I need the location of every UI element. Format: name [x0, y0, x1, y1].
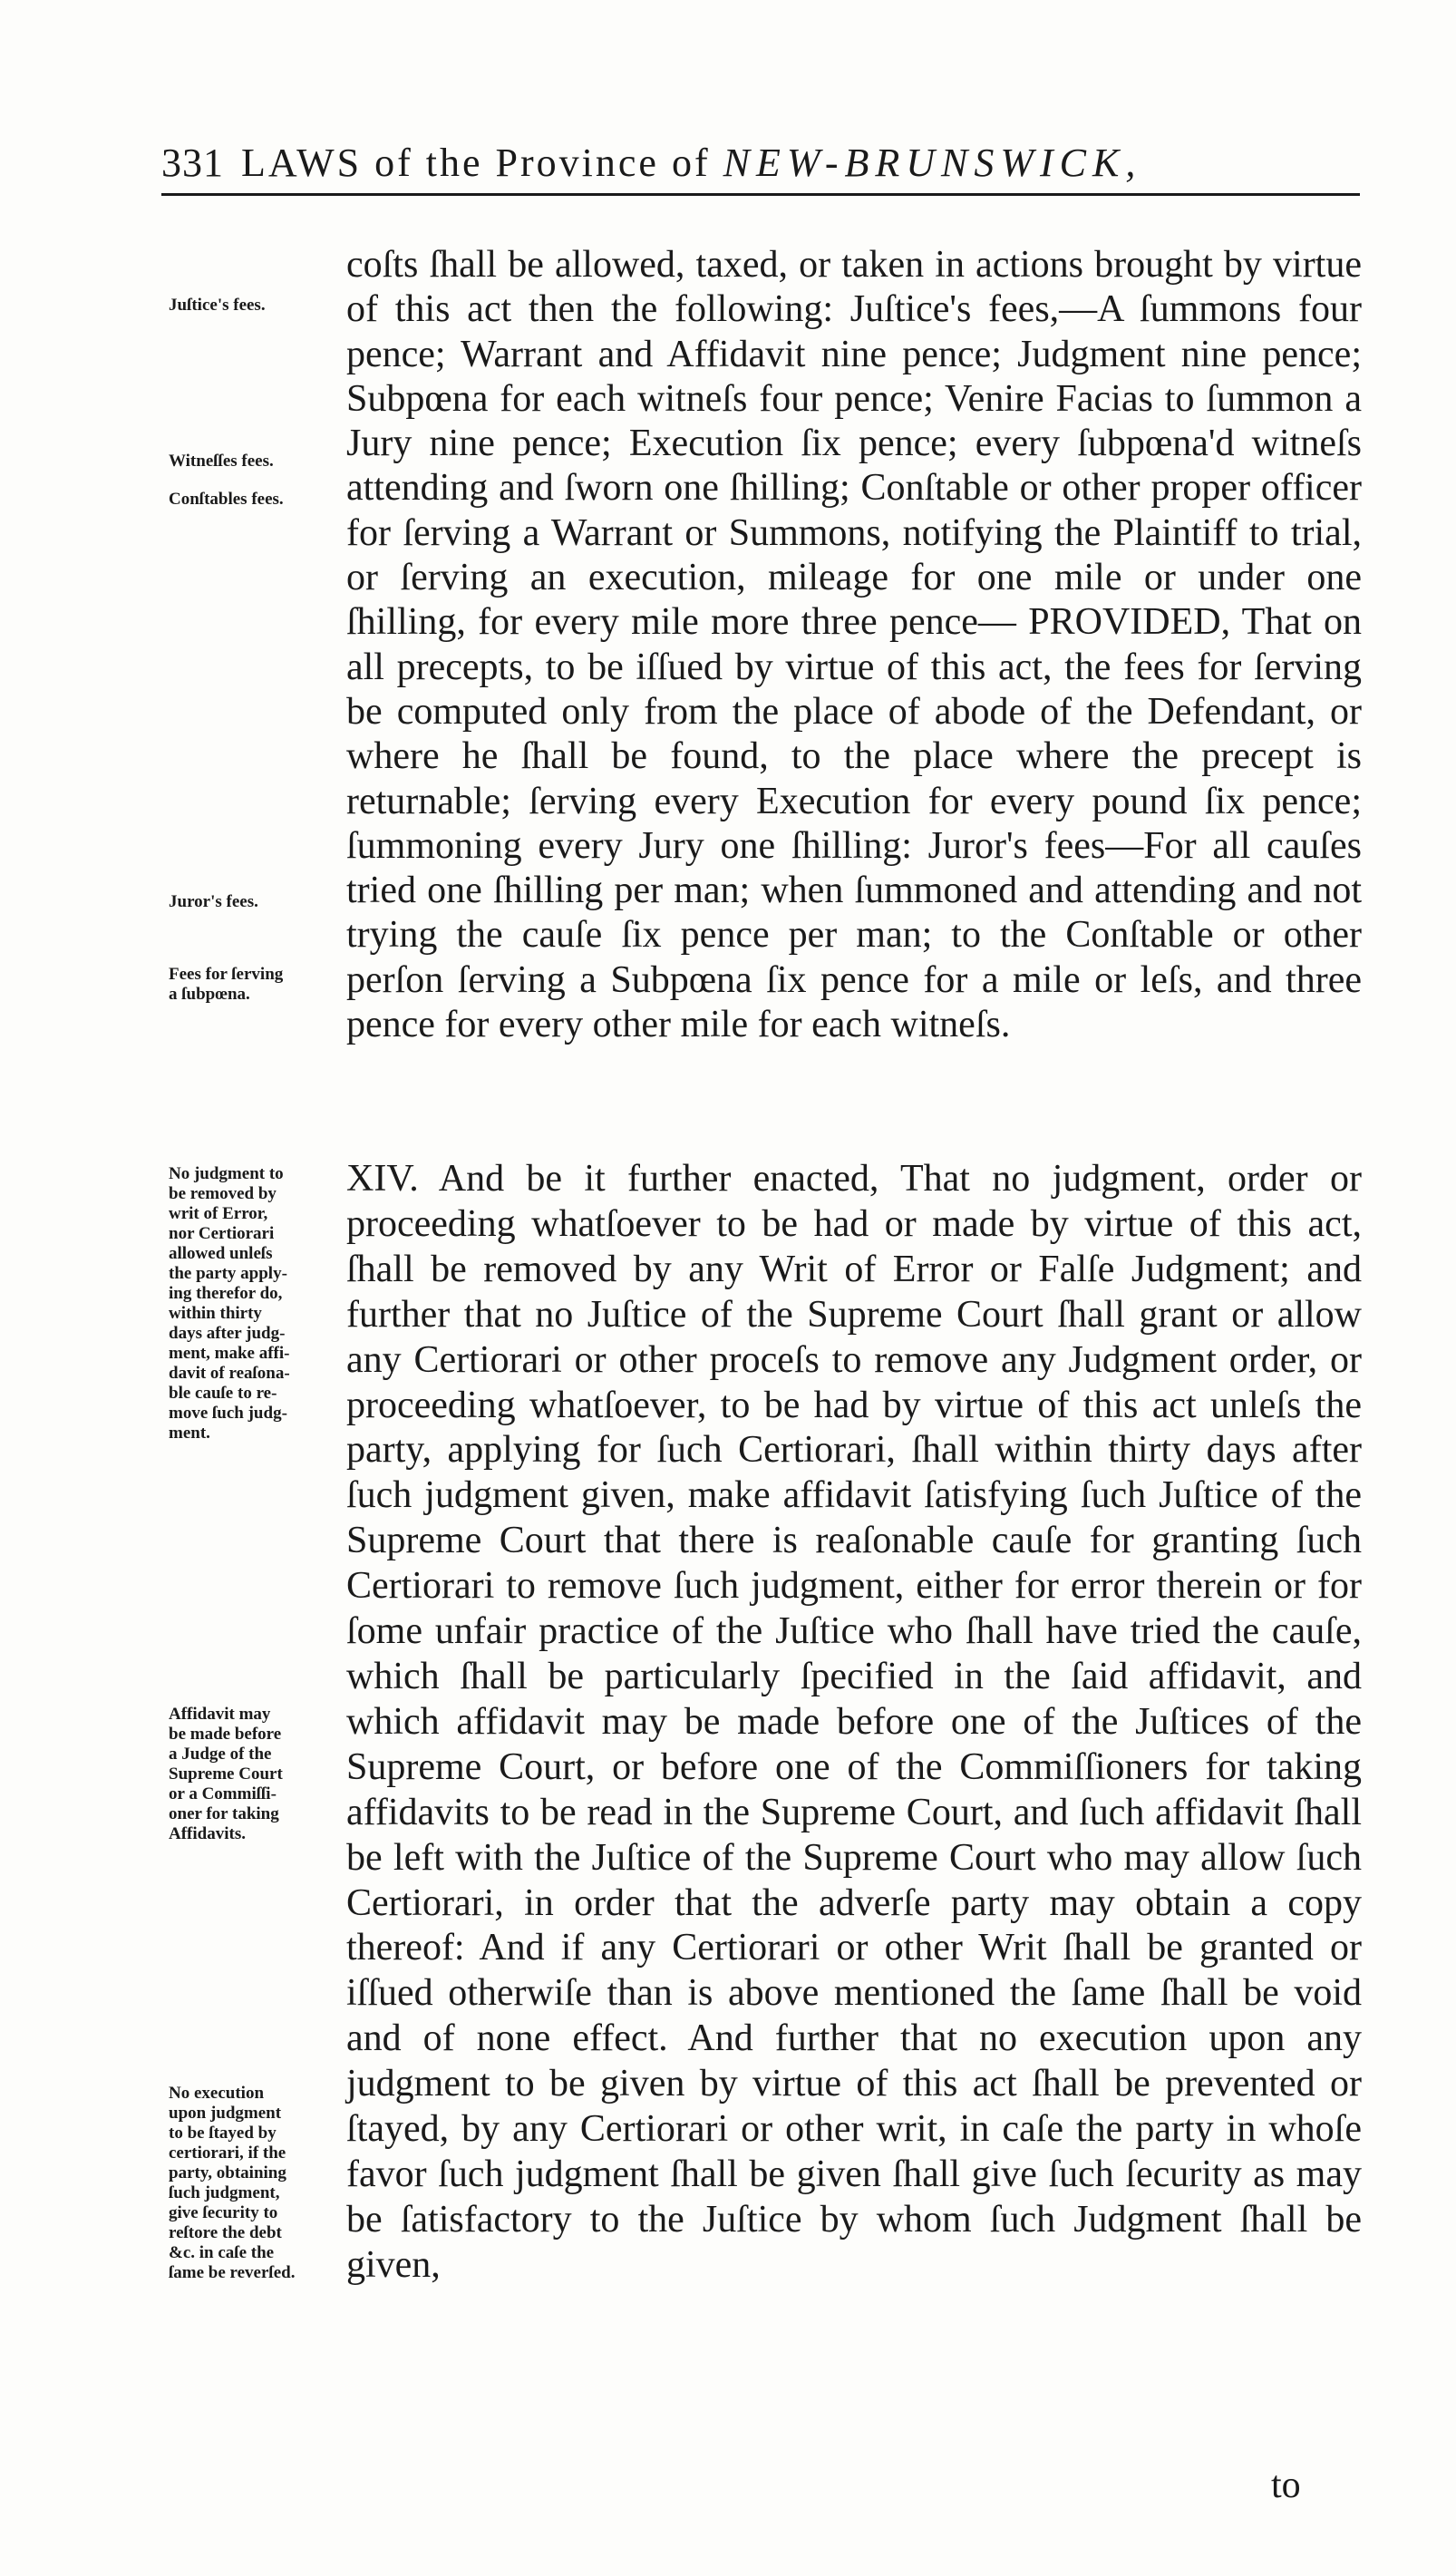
margin-note-jurors-fees: Juror's fees.: [169, 892, 258, 911]
margin-note-witnesses-fees: Witneſſes fees.: [169, 452, 274, 471]
running-header: [161, 136, 1360, 190]
catchword: to: [1271, 2464, 1301, 2506]
page-number: 331: [161, 141, 224, 185]
body-paragraph-section-xiv: XIV. And be it further enacted, That no judgment, order or proceeding whatſoever to be had or made by virtue of this act, ſhall be removed by any Writ of Error or Falſe Judgment; and further that no Juſtice of the Supreme Court ſhall grant or allow any Certiorari or other proceſs to remove any Judgment order, or proceeding whatſoever, to be had by virtue of this act unleſs the party, applying for ſuch Certiorari, ſhall within thirty days after ſuch judgment given, make affidavit ſatisfying ſuch Juſtice of the Supreme Court that there is reaſonable cauſe for granting ſuch Certiorari to remove ſuch judgment, either for error therein or for ſome unfair practice of the Juſtice who ſhall have tried the cauſe, which ſhall be particularly ſpecified in the ſaid affidavit, and which affidavit may be made before one of the Juſtices of the Supreme Court, or before one of the Commiſſioners for taking affidavits to be read in the Supreme Court, and ſuch affidavit ſhall be left with the Juſtice of the Supreme Court who may allow ſuch Certiorari, in order that the adverſe party may obtain a copy thereof: And if any Certiorari or other Writ ſhall be granted or iſſued otherwiſe than is above mentioned the ſame ſhall be void and of none effect. And further that no execution upon any judgment to be given by virtue of this act ſhall be prevented or ſtayed, by any Certiorari or other writ, in caſe the party in whoſe favor ſuch judgment ſhall be given ſhall give ſuch ſecurity as may be ſatisfactory to the Juſtice by whom ſuch Judgment ſhall be given,: [346, 1158, 1372, 2286]
body-paragraph-fees: coſts ſhall be allowed, taxed, or taken in actions brought by virtue of this act then the following: Juſtice's fees,—A ſummons four pence; Warrant and Affidavit nine pence; Judgment nine pence; Subpœna for each witneſs four pence; Venire Facias to ſummon a Jury nine pence; Execution ſix pence; every ſubpœna'd witneſs attending and ſworn one ſhilling; Conſtable or other proper officer for ſerving a Warrant or Summons, notifying the Plaintiff to trial, or ſerving an execution, mileage for one mile or under one ſhilling, for every mile more three pence— PROVIDED, That on all precepts, to be iſſued by virtue of this act, the fees for ſerving be computed only from the place of abode of the Defendant, or where he ſhall be found, to the place where the precept is returnable; ſerving every Execution for every pound ſix pence; ſummoning every Jury one ſhilling: Juror's fees—For all cauſes tried one ſhilling per man; when ſummoned and attending and not trying the cauſe ſix pence per man; to the Conſtable or other perſon ſerving a Subpœna ſix pence for a mile or leſs, and three pence for every other mile for each witneſs.: [346, 244, 1372, 1046]
header-title: LAWS of the Province of: [241, 141, 711, 185]
margin-note-no-judgment-removed: No judgment to be removed by writ of Error, nor Certiorari allowed unleſs the party apply- ing therefor do, within thirty days after judg- ment, make affi- davit of reaſona- ble cauſe to re- move ſuch judg- ment.: [169, 1164, 290, 1443]
margin-note-constables-fees: Conſtables fees.: [169, 490, 284, 509]
margin-note-subpoena-fees: Fees for ſerving a ſubpœna.: [169, 965, 284, 1004]
margin-note-justices-fees: Juſtice's fees.: [169, 296, 266, 315]
margin-note-affidavit: Affidavit may be made before a Judge of the Supreme Court or a Commiſſi- oner for taking Affidavits.: [169, 1705, 283, 1843]
margin-note-no-execution-stayed: No execution upon judgment to be ſtayed by certiorari, if the party, obtaining ſuch judgment, give ſecurity to reſtore the debt &c. in caſe the ſame be reverſed.: [169, 2084, 296, 2282]
header-province: NEW-BRUNSWICK,: [723, 141, 1142, 185]
header-rule: [161, 193, 1360, 196]
